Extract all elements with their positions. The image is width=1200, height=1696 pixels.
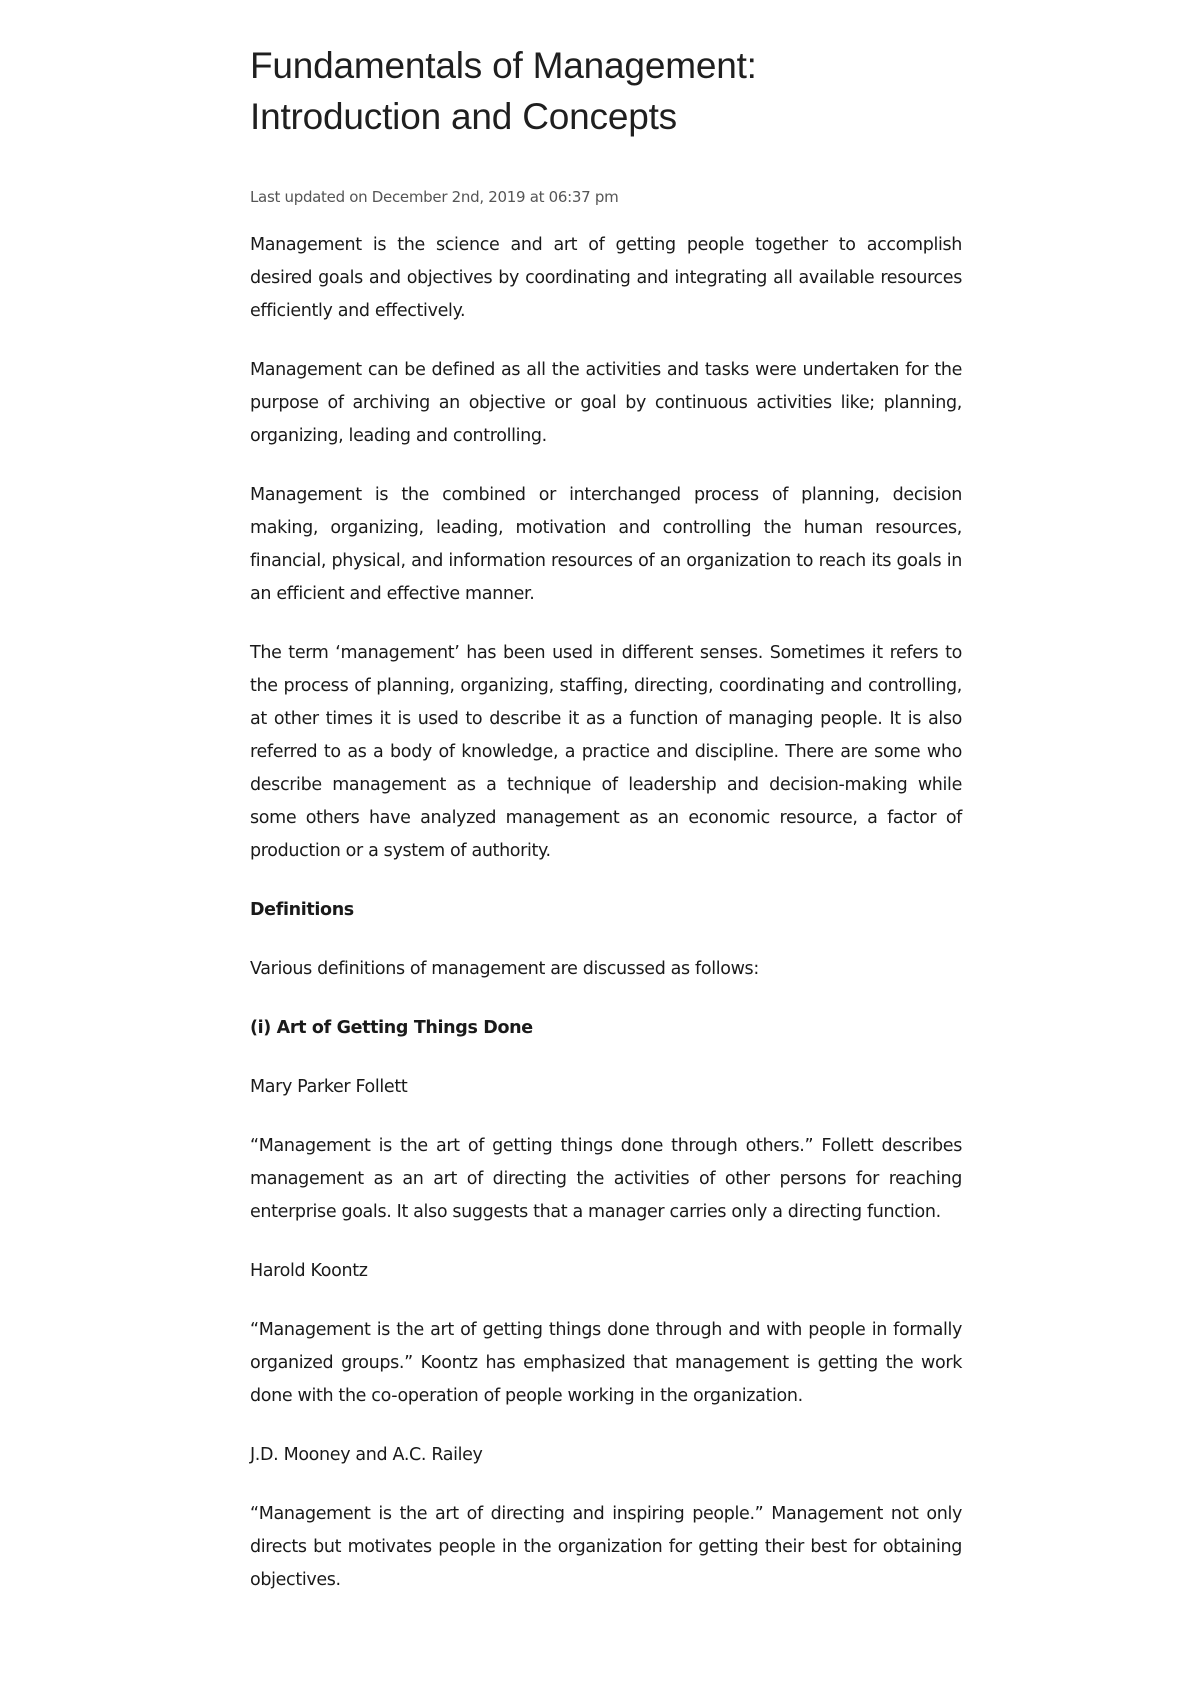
paragraph-1: Management is the science and art of getting people together to accomplish desired goals and objectives by coordinating and integrating all available resources efficiently and effectively.: [250, 235, 962, 321]
definitions-subheading: (i) Art of Getting Things Done: [250, 1018, 533, 1038]
definition-author: J.D. Mooney and A.C. Railey: [250, 1445, 483, 1465]
last-updated-date: Last updated on December 2nd, 2019 at 06:37 pm: [250, 188, 619, 206]
title-line-1: Fundamentals of Management:: [250, 45, 757, 86]
definitions-heading: Definitions: [250, 900, 354, 920]
definition-author: Mary Parker Follett: [250, 1077, 408, 1097]
paragraph-4: The term ‘management’ has been used in different senses. Sometimes it refers to the process of planning, organizing, staffing, directing, coordinating and controlling, at other times it is used to describe it as a function of managing people. It is also referred to as a body of knowledge, a practice and discipline. There are some who describe management as a technique of leadership and decision-making while some others have analyzed management as an economic resource, a factor of production or a system of authority.: [250, 643, 962, 861]
paragraph-2: Management can be defined as all the activities and tasks were undertaken for the purpose of archiving an objective or goal by continuous activities like; planning, organizing, leading and controlling.: [250, 360, 962, 446]
definition-author: Harold Koontz: [250, 1261, 368, 1281]
paragraph-3: Management is the combined or interchanged process of planning, decision making, organizing, leading, motivation and controlling the human resources, financial, physical, and information resources of an organization to reach its goals in an efficient and effective manner.: [250, 485, 962, 604]
definition-text: “Management is the art of getting things done through and with people in formally organized groups.” Koontz has emphasized that management is getting the work done with the co-operation of people working in the organization.: [250, 1320, 962, 1406]
definition-text: “Management is the art of getting things done through others.” Follett describes management as an art of directing the activities of other persons for reaching enterprise goals. It also suggests that a manager carries only a directing function.: [250, 1136, 962, 1222]
title-line-2: Introduction and Concepts: [250, 96, 677, 137]
article-title: [250, 40, 962, 142]
article-body: [250, 229, 962, 1597]
article-page: [250, 40, 962, 1623]
definitions-intro: Various definitions of management are discussed as follows:: [250, 959, 759, 979]
definition-text: “Management is the art of directing and inspiring people.” Management not only directs but motivates people in the organization for getting their best for obtaining objectives.: [250, 1504, 962, 1590]
